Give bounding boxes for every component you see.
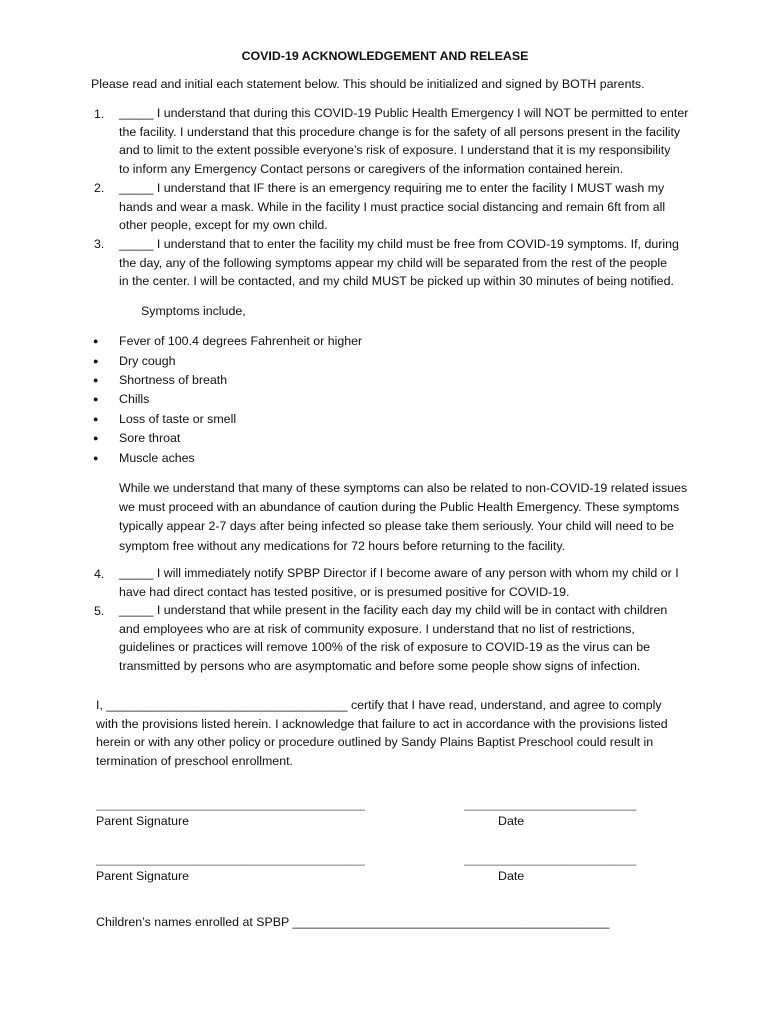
symptom-item: Sore throat <box>119 431 181 445</box>
statement-5 <box>119 601 667 676</box>
statement-4 <box>119 564 679 601</box>
statement-number: 3. <box>94 237 105 251</box>
statement-line: _____ I understand that during this COVID-19 Public Health Emergency I will NOT be permitted to enter <box>119 106 689 120</box>
caution-line: symptom free without any medications for 72 hours before returning to the facility. <box>119 538 566 553</box>
certification-line: herein or with any other policy or procedure outlined by Sandy Plains Baptist Preschool could result in <box>96 735 654 750</box>
statement-line: _____ I understand that IF there is an emergency requiring me to enter the facility I MUST wash my <box>119 181 665 195</box>
symptom-item: Loss of taste or smell <box>119 412 237 426</box>
statement-number: 1. <box>94 107 105 121</box>
children-names-field[interactable]: Children’s names enrolled at SPBP ______________________________________________ <box>96 915 610 929</box>
bullet-icon: ● <box>93 336 99 346</box>
document-title: COVID-19 ACKNOWLEDGEMENT AND RELEASE <box>241 49 529 63</box>
statement-line: and employees who are at risk of community exposure. I understand that no list of restrictions, <box>119 621 635 636</box>
symptoms-heading: Symptoms include, <box>141 304 246 318</box>
statement-line: the facility. I understand that this procedure change is for the safety of all persons present in the facility <box>119 124 681 139</box>
statement-line: and to limit to the extent possible everyone’s risk of exposure. I understand that it is my responsibility <box>119 143 671 158</box>
date-label: Date <box>498 869 525 883</box>
caution-paragraph <box>119 479 687 556</box>
parent-signature-label: Parent Signature <box>96 869 189 883</box>
date-field[interactable]: _________________________ <box>464 852 637 866</box>
parent-signature-label: Parent Signature <box>96 814 189 828</box>
statement-number: 5. <box>94 604 105 618</box>
parent-signature-field[interactable]: _______________________________________ <box>96 852 365 866</box>
bullet-icon: ● <box>93 356 99 366</box>
statement-3 <box>119 235 679 291</box>
statement-number: 4. <box>94 567 105 581</box>
intro-text: Please read and initial each statement below. This should be initialized and signed by BOTH parents. <box>91 77 645 91</box>
caution-line: we must proceed with an abundance of caution during the Public Health Emergency. These symptoms <box>119 500 680 515</box>
statement-line: _____ I understand that to enter the facility my child must be free from COVID-19 symptoms. If, during <box>119 237 679 251</box>
bullet-icon: ● <box>93 453 99 463</box>
statement-line: _____ I will immediately notify SPBP Director if I become aware of any person with whom my child or I <box>119 566 679 580</box>
symptom-item: Muscle aches <box>119 451 195 465</box>
bullet-icon: ● <box>93 375 99 385</box>
statement-line: in the center. I will be contacted, and my child MUST be picked up within 30 minutes of being notified. <box>119 274 674 289</box>
symptom-item: Fever of 100.4 degrees Fahrenheit or higher <box>119 334 363 348</box>
bullet-icon: ● <box>93 394 99 404</box>
symptom-item: Dry cough <box>119 354 176 368</box>
symptom-item: Shortness of breath <box>119 373 228 387</box>
statement-line: transmitted by persons who are asymptomatic and before some people show signs of infection. <box>119 659 641 674</box>
symptom-item: Chills <box>119 392 150 406</box>
certification-line: I, ___________________________________ certify that I have read, understand, and agree to comply <box>96 698 662 712</box>
date-field[interactable]: _________________________ <box>464 797 637 811</box>
caution-line: typically appear 2-7 days after being infected so please take them seriously. Your child will need to be <box>119 519 674 534</box>
statement-line: to inform any Emergency Contact persons or caregivers of the information contained herein. <box>119 162 624 177</box>
statement-line: hands and wear a mask. While in the facility I must practice social distancing and remain 6ft from all <box>119 199 666 214</box>
statement-line: guidelines or practices will remove 100% of the risk of exposure to COVID-19 as the virus can be <box>119 640 650 655</box>
statement-2 <box>119 179 665 235</box>
bullet-icon: ● <box>93 414 99 424</box>
parent-signature-field[interactable]: _______________________________________ <box>96 797 365 811</box>
certification-line: with the provisions listed herein. I acknowledge that failure to act in accordance with the provisions listed <box>96 716 668 731</box>
statement-line: have had direct contact has tested positive, or is presumed positive for COVID-19. <box>119 584 570 599</box>
statement-line: the day, any of the following symptoms appear my child will be separated from the rest of the people <box>119 255 668 270</box>
statement-line: _____ I understand that while present in the facility each day my child will be in contact with children <box>119 603 668 617</box>
certification-paragraph <box>96 696 668 771</box>
statement-1 <box>119 104 688 179</box>
statement-number: 2. <box>94 181 105 195</box>
statement-line: other people, except for my own child. <box>119 218 328 233</box>
date-label: Date <box>498 814 525 828</box>
caution-line: While we understand that many of these symptoms can also be related to non-COVID-19 related issues <box>119 481 688 495</box>
certification-line: termination of preschool enrollment. <box>96 754 293 769</box>
bullet-icon: ● <box>93 433 99 443</box>
